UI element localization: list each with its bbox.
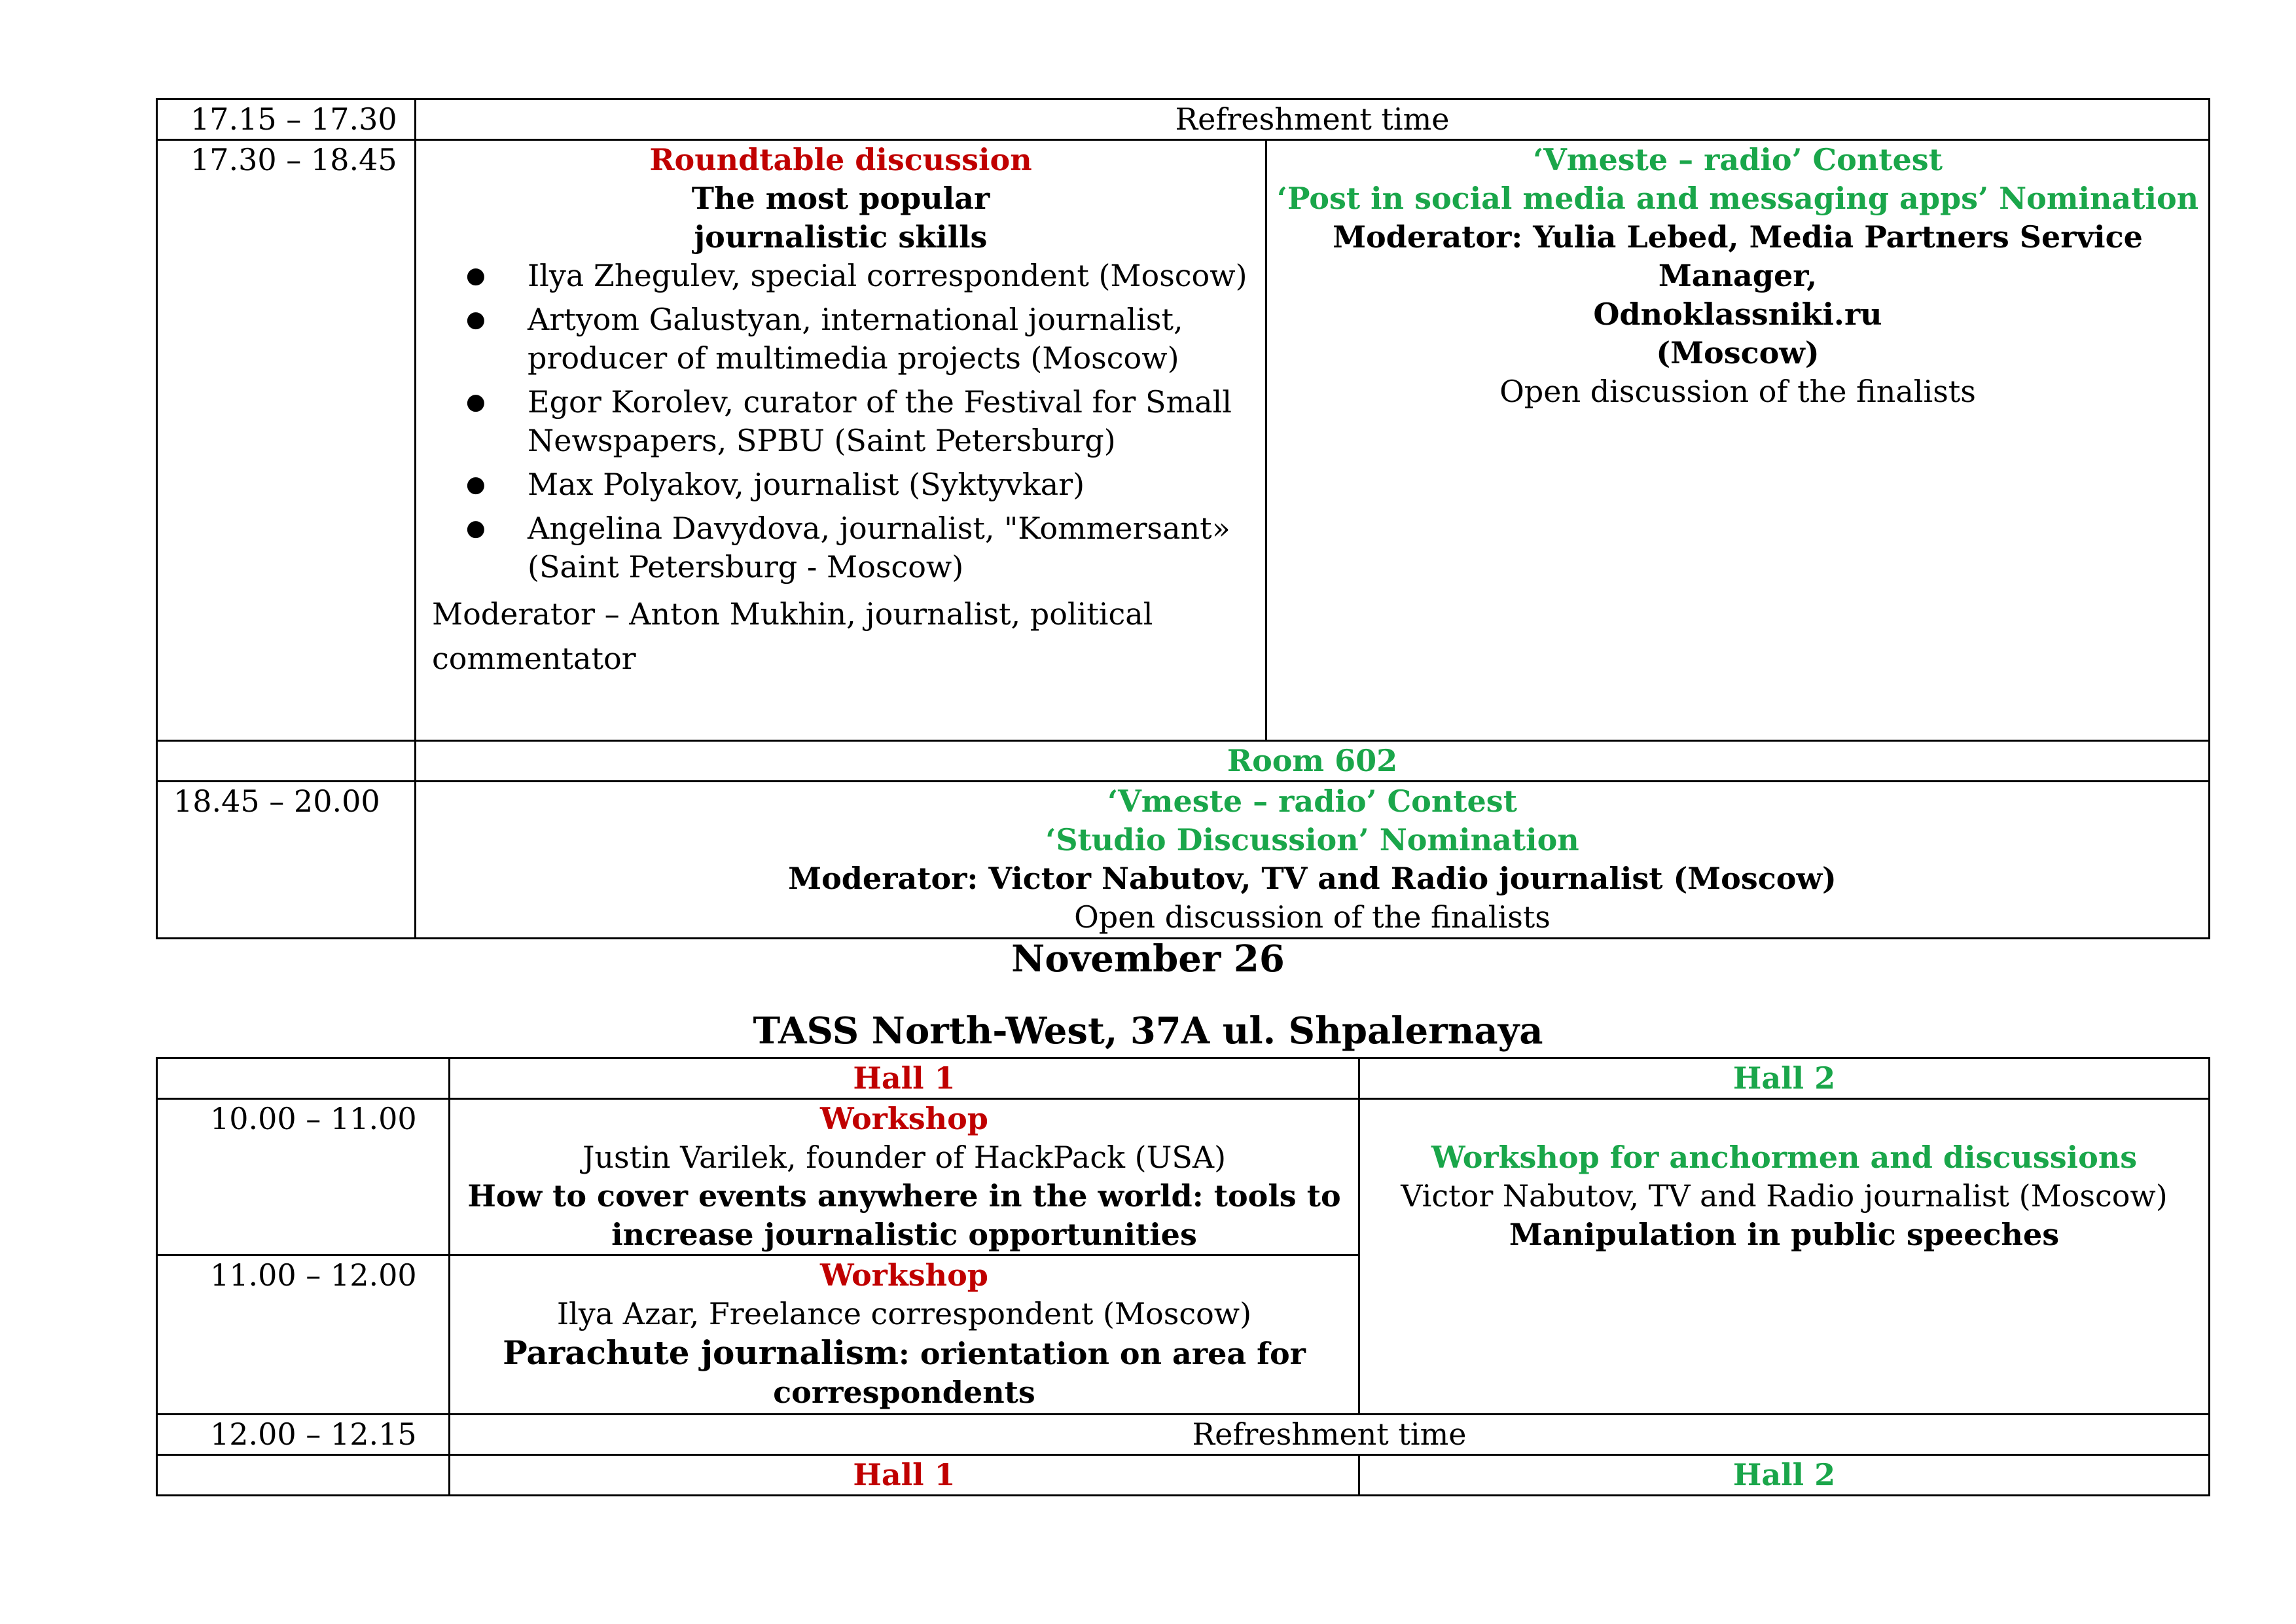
session-title-line: The most popular: [691, 181, 990, 216]
list-item: [528, 509, 1265, 586]
session-type: Workshop: [820, 1257, 988, 1293]
session-title-line: Manipulation in public speeches: [1509, 1217, 2060, 1252]
session-title-line: increase journalistic opportunities: [611, 1217, 1197, 1252]
list-item: [528, 300, 1265, 378]
speaker-line: Justin Varilek, founder of HackPack (USA): [582, 1140, 1227, 1175]
moderator-line: (Moscow): [1656, 335, 1820, 370]
speaker-line: producer of multimedia projects (Moscow): [528, 340, 1179, 376]
moderator-text: [416, 592, 1265, 681]
moderator-line: Odnoklassniki.ru: [1593, 297, 1882, 332]
table-row: [157, 1099, 2210, 1255]
empty-cell: [157, 741, 416, 782]
session-title-line: journalistic skills: [694, 219, 988, 255]
moderator-line: Moderator: Yulia Lebed, Media Partners Service Manager,: [1333, 219, 2143, 293]
moderator-line: Moderator – Anton Mukhin, journalist, political: [432, 596, 1153, 632]
contest-name: ‘Vmeste – radio’ Contest: [1107, 784, 1517, 819]
list-item: [528, 257, 1265, 295]
session-type: Workshop for anchormen and discussions: [1431, 1140, 2138, 1175]
speaker-line: Ilya Zhegulev, special correspondent (Moscow): [528, 258, 1247, 293]
workshop-cell: [450, 1255, 1359, 1415]
speaker-line: (Saint Petersburg - Moscow): [528, 549, 964, 585]
nomination-name: ‘Post in social media and messaging apps’ Nomination: [1276, 181, 2199, 216]
session-title-rest: : orientation on area for: [898, 1336, 1306, 1371]
time-cell: 12.00 – 12.15: [157, 1415, 450, 1455]
moderator-line: commentator: [432, 641, 636, 676]
speaker-line: Ilya Azar, Freelance correspondent (Moscow): [556, 1296, 1252, 1331]
speaker-line: Newspapers, SPBU (Saint Petersburg): [528, 423, 1116, 458]
speaker-line: Egor Korolev, curator of the Festival for Small: [528, 384, 1232, 420]
date-heading: November 26: [1011, 937, 1285, 981]
table-row: [157, 782, 2210, 939]
time-cell: 10.00 – 11.00: [157, 1099, 450, 1255]
session-title-emphasis: Parachute journalism: [503, 1333, 899, 1372]
time-cell: 11.00 – 12.00: [157, 1255, 450, 1415]
contest-cell: [416, 782, 2210, 939]
session-note: Open discussion of the finalists: [1499, 374, 1976, 409]
session-title-line: [450, 1333, 1358, 1373]
speaker-line: Max Polyakov, journalist (Syktyvkar): [528, 467, 1085, 502]
table-row: [157, 140, 2210, 741]
session-type: Roundtable discussion: [649, 142, 1032, 177]
speaker-line: Artyom Galustyan, international journalist,: [528, 302, 1183, 337]
contest-cell: [1266, 140, 2210, 741]
hall-1-header: Hall 1: [450, 1058, 1359, 1099]
room-label: Room 602: [416, 741, 2210, 782]
time-cell: 17.30 – 18.45: [157, 140, 416, 741]
time-cell: 18.45 – 20.00: [157, 782, 416, 939]
schedule-table-nov25: [156, 98, 2210, 939]
table-row: [157, 1058, 2210, 1099]
empty-cell: [157, 1058, 450, 1099]
workshop-cell: [450, 1099, 1359, 1255]
table-row: [157, 99, 2210, 140]
speaker-line: Victor Nabutov, TV and Radio journalist (Moscow): [1401, 1178, 2168, 1214]
hall-2-header: Hall 2: [1359, 1455, 2210, 1496]
speaker-line: Angelina Davydova, journalist, "Kommersant»: [528, 511, 1230, 546]
schedule-table-nov26: [156, 1057, 2210, 1496]
session-title-line: correspondents: [773, 1375, 1035, 1410]
hall-2-header: Hall 2: [1359, 1058, 2210, 1099]
moderator-line: Moderator: Victor Nabutov, TV and Radio journalist (Moscow): [788, 861, 1837, 896]
speaker-list: [416, 257, 1265, 586]
hall-1-header: Hall 1: [450, 1455, 1359, 1496]
nomination-name: ‘Studio Discussion’ Nomination: [1045, 822, 1579, 857]
hall-2-workshop-cell: [1359, 1099, 2210, 1415]
table-row: [157, 1455, 2210, 1496]
venue-heading: TASS North-West, 37A ul. Shpalernaya: [753, 1009, 1543, 1053]
empty-cell: [157, 1455, 450, 1496]
session-title-line: How to cover events anywhere in the world: tools to: [467, 1178, 1341, 1214]
table-row: [157, 1415, 2210, 1455]
list-item: [528, 383, 1265, 460]
refreshment-cell: Refreshment time: [450, 1415, 2210, 1455]
refreshment-cell: Refreshment time: [416, 99, 2210, 140]
roundtable-cell: [416, 140, 1266, 741]
session-note: Open discussion of the finalists: [1074, 899, 1551, 935]
contest-name: ‘Vmeste – radio’ Contest: [1533, 142, 1943, 177]
list-item: [528, 465, 1265, 504]
time-cell: 17.15 – 17.30: [157, 99, 416, 140]
table-row: [157, 741, 2210, 782]
session-type: Workshop: [820, 1101, 988, 1136]
